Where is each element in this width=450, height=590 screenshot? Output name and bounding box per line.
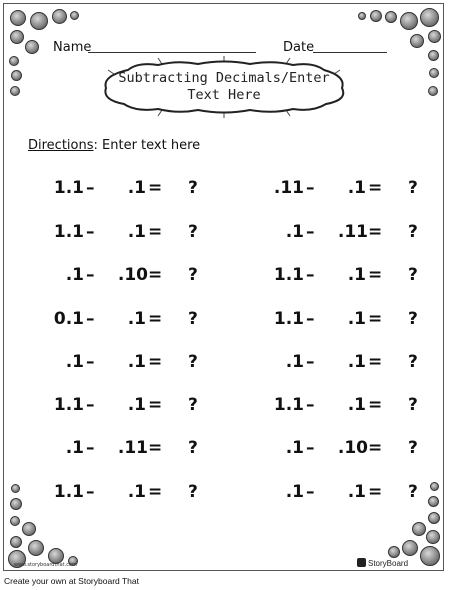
problem-operand-a: 1.1 (273, 309, 304, 329)
emoji-face-icon (10, 516, 20, 526)
emoji-face-icon (388, 546, 400, 558)
problem-operand-b: .1 (127, 309, 146, 329)
emoji-face-icon (400, 12, 418, 30)
problem-equals: = (368, 395, 383, 415)
problem-row (56, 352, 206, 376)
problem-minus: – (86, 265, 95, 285)
problem-operand-a: 1.1 (53, 482, 84, 502)
emoji-face-icon (52, 9, 67, 24)
emoji-face-icon (22, 522, 36, 536)
emoji-face-icon (428, 512, 440, 524)
problem-equals: = (368, 309, 383, 329)
problem-operand-a: .1 (285, 352, 304, 372)
emoji-face-icon (358, 12, 366, 20)
emoji-face-icon (11, 70, 22, 81)
title-line-2: Text Here (187, 87, 261, 103)
problem-equals: = (368, 265, 383, 285)
emoji-face-icon (410, 34, 424, 48)
emoji-face-icon (420, 546, 440, 566)
problem-row (53, 482, 206, 506)
problem-equals: = (368, 222, 383, 242)
directions-text: : Enter text here (93, 138, 201, 153)
problem-answer[interactable]: ? (408, 352, 418, 372)
problem-operand-b: .10 (117, 265, 148, 285)
problem-row (53, 222, 206, 246)
problem-minus: – (306, 482, 315, 502)
problem-minus: – (306, 309, 315, 329)
problem-row (273, 265, 426, 289)
problem-answer[interactable]: ? (188, 265, 198, 285)
problem-minus: – (86, 395, 95, 415)
problem-row (56, 265, 206, 289)
storyboard-logo-text: StoryBoard (368, 559, 409, 568)
problem-answer[interactable]: ? (188, 395, 198, 415)
problem-operand-a: 1.1 (53, 178, 84, 198)
emoji-face-icon (428, 496, 439, 507)
problem-minus: – (86, 309, 95, 329)
date-field[interactable] (313, 52, 387, 53)
problem-operand-a: 1.1 (53, 395, 84, 415)
problem-answer[interactable]: ? (408, 222, 418, 242)
problem-operand-a: .1 (285, 222, 304, 242)
problem-minus: – (306, 265, 315, 285)
problem-operand-b: .1 (347, 482, 366, 502)
problem-operand-b: .1 (127, 178, 146, 198)
emoji-face-icon (10, 498, 22, 510)
problem-minus: – (86, 352, 95, 372)
problem-row (273, 309, 426, 333)
worksheet-title (98, 70, 350, 104)
problem-operand-a: 1.1 (273, 265, 304, 285)
footer-credit[interactable]: Create your own at Storyboard That (4, 576, 139, 586)
problem-row (276, 438, 426, 462)
problem-answer[interactable]: ? (188, 438, 198, 458)
problem-row (53, 309, 206, 333)
problem-equals: = (148, 395, 163, 415)
problem-answer[interactable]: ? (188, 482, 198, 502)
problem-minus: – (86, 178, 95, 198)
problem-equals: = (368, 352, 383, 372)
emoji-face-icon (10, 30, 24, 44)
problem-row (276, 222, 426, 246)
problem-answer[interactable]: ? (408, 438, 418, 458)
problem-equals: = (368, 438, 383, 458)
problem-equals: = (148, 265, 163, 285)
problem-row (273, 395, 426, 419)
problem-operand-a: 1.1 (53, 222, 84, 242)
problem-operand-b: .1 (347, 395, 366, 415)
problem-operand-a: .1 (65, 438, 84, 458)
emoji-face-icon (426, 530, 440, 544)
problem-operand-b: .1 (127, 395, 146, 415)
problem-operand-a: 0.1 (53, 309, 84, 329)
problem-equals: = (148, 309, 163, 329)
problem-answer[interactable]: ? (408, 265, 418, 285)
problem-minus: – (306, 395, 315, 415)
emoji-face-icon (28, 540, 44, 556)
emoji-face-icon (385, 11, 397, 23)
problem-answer[interactable]: ? (188, 352, 198, 372)
problem-operand-a: .1 (285, 438, 304, 458)
problem-row (56, 438, 206, 462)
problem-equals: = (148, 438, 163, 458)
problem-operand-a: .1 (285, 482, 304, 502)
problem-row (53, 178, 206, 202)
problem-minus: – (306, 178, 315, 198)
problem-equals: = (148, 222, 163, 242)
problem-answer[interactable]: ? (188, 309, 198, 329)
problem-operand-b: .1 (347, 309, 366, 329)
problem-operand-b: .1 (127, 482, 146, 502)
name-field[interactable] (88, 52, 256, 53)
title-line-1: Subtracting Decimals/Enter (118, 70, 330, 86)
directions (28, 138, 200, 153)
problem-operand-b: .1 (347, 352, 366, 372)
problem-operand-b: .1 (347, 178, 366, 198)
problem-answer[interactable]: ? (408, 395, 418, 415)
emoji-face-icon (428, 30, 441, 43)
emoji-face-icon (70, 11, 79, 20)
problem-equals: = (368, 178, 383, 198)
date-label: Date (283, 40, 315, 55)
problem-equals: = (368, 482, 383, 502)
emoji-face-icon (11, 484, 20, 493)
problem-equals: = (148, 178, 163, 198)
problem-answer[interactable]: ? (188, 222, 198, 242)
name-label: Name (53, 40, 92, 55)
problem-operand-b: .11 (337, 222, 368, 242)
problem-minus: – (86, 222, 95, 242)
storyboard-logo-icon (357, 558, 366, 567)
problem-row (276, 352, 426, 376)
emoji-face-icon (9, 56, 19, 66)
problem-answer[interactable]: ? (408, 482, 418, 502)
problem-row (53, 395, 206, 419)
problem-operand-b: .10 (337, 438, 368, 458)
emoji-face-icon (30, 12, 48, 30)
problem-minus: – (86, 482, 95, 502)
problem-equals: = (148, 352, 163, 372)
problem-row (273, 178, 426, 202)
emoji-face-icon (428, 86, 438, 96)
emoji-face-icon (428, 50, 439, 61)
problem-operand-a: 1.1 (273, 395, 304, 415)
directions-label: Directions (28, 138, 94, 153)
emoji-face-icon (429, 68, 439, 78)
emoji-face-icon (370, 10, 382, 22)
problem-minus: – (306, 222, 315, 242)
problem-answer[interactable]: ? (408, 309, 418, 329)
problem-operand-b: .1 (127, 222, 146, 242)
problem-minus: – (86, 438, 95, 458)
emoji-face-icon (402, 540, 418, 556)
problem-answer[interactable]: ? (188, 178, 198, 198)
problem-row (276, 482, 426, 506)
problem-minus: – (306, 352, 315, 372)
emoji-face-icon (420, 8, 439, 27)
emoji-face-icon (430, 482, 439, 491)
emoji-face-icon (10, 86, 20, 96)
problem-operand-a: .1 (65, 352, 84, 372)
problem-answer[interactable]: ? (408, 178, 418, 198)
emoji-face-icon (412, 522, 426, 536)
problem-operand-b: .1 (127, 352, 146, 372)
corner-url: www.storyboardthat.com (14, 562, 77, 568)
problem-operand-a: .11 (273, 178, 304, 198)
problem-equals: = (148, 482, 163, 502)
emoji-face-icon (10, 536, 22, 548)
problem-operand-a: .1 (65, 265, 84, 285)
problem-minus: – (306, 438, 315, 458)
emoji-face-icon (10, 10, 26, 26)
problem-operand-b: .1 (347, 265, 366, 285)
problem-operand-b: .11 (117, 438, 148, 458)
emoji-face-icon (25, 40, 39, 54)
